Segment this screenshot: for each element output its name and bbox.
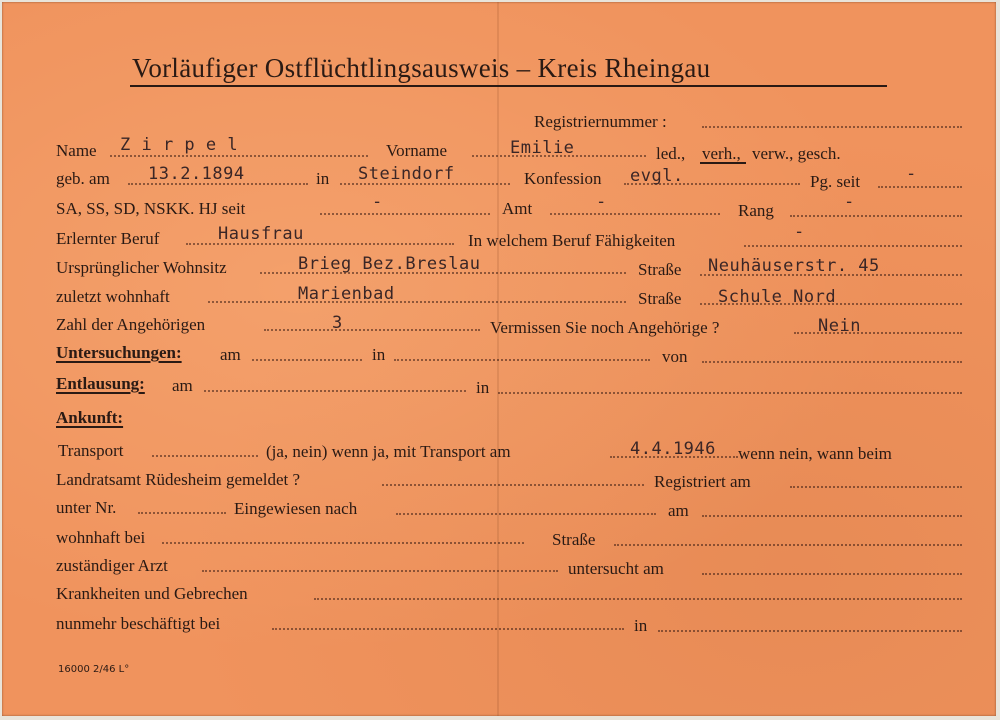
field-line-eingewiesen-am[interactable] xyxy=(702,515,962,517)
field-line-amt[interactable] xyxy=(550,213,720,215)
label-untersuchungen-von: von xyxy=(662,347,688,366)
label-faehigkeiten: In welchem Beruf Fähigkeiten xyxy=(468,231,676,250)
label-landratsamt: Landratsamt Rüdesheim gemeldet ? xyxy=(56,470,301,489)
label-entlausung: Entlausung: xyxy=(56,374,145,393)
label-pg-seit: Pg. seit xyxy=(810,172,861,191)
label-status-led: led., xyxy=(656,144,686,163)
field-line-rang[interactable] xyxy=(790,215,962,217)
label-registriernummer: Registriernummer : xyxy=(534,112,667,131)
field-line-untersucht-am[interactable] xyxy=(702,573,962,575)
refugee-id-card xyxy=(2,2,996,716)
label-rang: Rang xyxy=(738,201,774,220)
value-transport-am: 4.4.1946 xyxy=(630,439,716,459)
field-line-untersuchungen-von[interactable] xyxy=(702,361,962,363)
status-verh-underline xyxy=(700,162,746,164)
label-wohnhaft-bei: wohnhaft bei xyxy=(56,528,146,547)
label-zuletzt-wohnhaft: zuletzt wohnhaft xyxy=(56,287,170,306)
label-vorname: Vorname xyxy=(386,141,448,160)
field-line-name[interactable] xyxy=(110,155,368,157)
label-transport: Transport xyxy=(58,441,124,460)
label-untersuchungen-in: in xyxy=(372,345,386,364)
label-vermissen: Vermissen Sie noch Angehörige ? xyxy=(490,318,720,337)
field-line-beschaeftigt[interactable] xyxy=(272,628,624,630)
field-line-wohnhaft-strasse[interactable] xyxy=(614,544,962,546)
label-arzt: zuständiger Arzt xyxy=(56,556,168,575)
document-title: Vorläufiger Ostflüchtlingsausweis – Kreis Rheingau xyxy=(132,53,711,83)
value-sa-seit: - xyxy=(372,192,383,212)
label-status-rest: verw., gesch. xyxy=(752,144,841,163)
label-untersucht-am: untersucht am xyxy=(568,559,664,578)
field-line-unter-nr[interactable] xyxy=(138,512,226,514)
label-konfession: Konfession xyxy=(524,169,602,188)
label-status-verh: verh., xyxy=(702,144,741,163)
label-name: Name xyxy=(56,141,97,160)
label-beschaeftigt-in: in xyxy=(634,616,648,635)
field-line-sa-seit[interactable] xyxy=(320,213,490,215)
label-sa-ss: SA, SS, SD, NSKK. HJ seit xyxy=(56,199,246,218)
value-geb-in: Steindorf xyxy=(358,164,455,184)
value-beruf: Hausfrau xyxy=(218,224,304,244)
value-zuletzt-wohnhaft: Marienbad xyxy=(298,284,395,304)
field-line-beschaeftigt-in[interactable] xyxy=(658,630,962,632)
label-entlausung-in: in xyxy=(476,378,490,397)
label-geb-in: in xyxy=(316,169,330,188)
label-eingewiesen-am: am xyxy=(668,501,689,520)
label-urspr-wohnsitz: Ursprünglicher Wohnsitz xyxy=(56,258,227,277)
label-eingewiesen: Eingewiesen nach xyxy=(234,499,358,518)
label-untersuchungen: Untersuchungen: xyxy=(56,343,182,362)
value-rang: - xyxy=(844,192,855,212)
label-entlausung-am: am xyxy=(172,376,193,395)
value-amt: - xyxy=(596,192,607,212)
value-pg-seit: - xyxy=(906,164,917,184)
field-line-registriert-am[interactable] xyxy=(790,486,962,488)
print-code: 16000 2/46 L° xyxy=(58,664,130,675)
label-wenn-nein: wenn nein, wann beim xyxy=(738,444,892,463)
field-line-wohnhaft-bei[interactable] xyxy=(162,542,524,544)
label-registriert-am: Registriert am xyxy=(654,472,751,491)
value-urspr-strasse: Neuhäuserstr. 45 xyxy=(708,256,880,276)
field-line-zahl-angehoerige[interactable] xyxy=(264,329,480,331)
title-underline xyxy=(130,85,887,87)
field-line-landratsamt[interactable] xyxy=(382,484,644,486)
label-transport-text: (ja, nein) wenn ja, mit Transport am xyxy=(266,442,511,461)
field-line-faehigkeiten[interactable] xyxy=(744,245,962,247)
field-line-entlausung-in[interactable] xyxy=(498,392,962,394)
field-line-untersuchungen-am[interactable] xyxy=(252,359,362,361)
field-line-entlausung-am[interactable] xyxy=(204,390,466,392)
value-faehigkeiten: - xyxy=(794,222,805,242)
label-urspr-strasse: Straße xyxy=(638,260,682,279)
field-line-eingewiesen[interactable] xyxy=(396,513,656,515)
value-vermissen: Nein xyxy=(818,316,861,336)
field-line-zuletzt-wohnhaft[interactable] xyxy=(208,301,626,303)
label-untersuchungen-am: am xyxy=(220,345,241,364)
value-geb-am: 13.2.1894 xyxy=(148,164,245,184)
label-krankheiten: Krankheiten und Gebrechen xyxy=(56,584,248,603)
value-vorname: Emilie xyxy=(510,138,575,158)
label-ankunft: Ankunft: xyxy=(56,408,124,427)
field-line-untersuchungen-in[interactable] xyxy=(394,359,650,361)
value-urspr-wohnsitz: Brieg Bez.Breslau xyxy=(298,254,481,274)
value-konfession: evgl. xyxy=(630,166,684,186)
label-beschaeftigt: nunmehr beschäftigt bei xyxy=(56,614,221,633)
value-zahl-angehoerige: 3 xyxy=(332,313,343,333)
field-line-transport[interactable] xyxy=(152,455,258,457)
label-wohnhaft-strasse: Straße xyxy=(552,530,596,549)
value-zuletzt-strasse: Schule Nord xyxy=(718,287,837,307)
field-line-pg-seit[interactable] xyxy=(878,186,962,188)
field-line-krankheiten[interactable] xyxy=(314,598,962,600)
label-zuletzt-strasse: Straße xyxy=(638,289,682,308)
label-geb-am: geb. am xyxy=(56,169,110,188)
field-line-arzt[interactable] xyxy=(202,570,558,572)
label-erlernter-beruf: Erlernter Beruf xyxy=(56,229,160,248)
field-line-registriernummer[interactable] xyxy=(702,126,962,128)
label-unter-nr: unter Nr. xyxy=(56,498,117,517)
label-zahl-angehoerige: Zahl der Angehörigen xyxy=(56,315,206,334)
value-name: Z i r p e l xyxy=(120,135,239,155)
label-amt: Amt xyxy=(502,199,533,218)
